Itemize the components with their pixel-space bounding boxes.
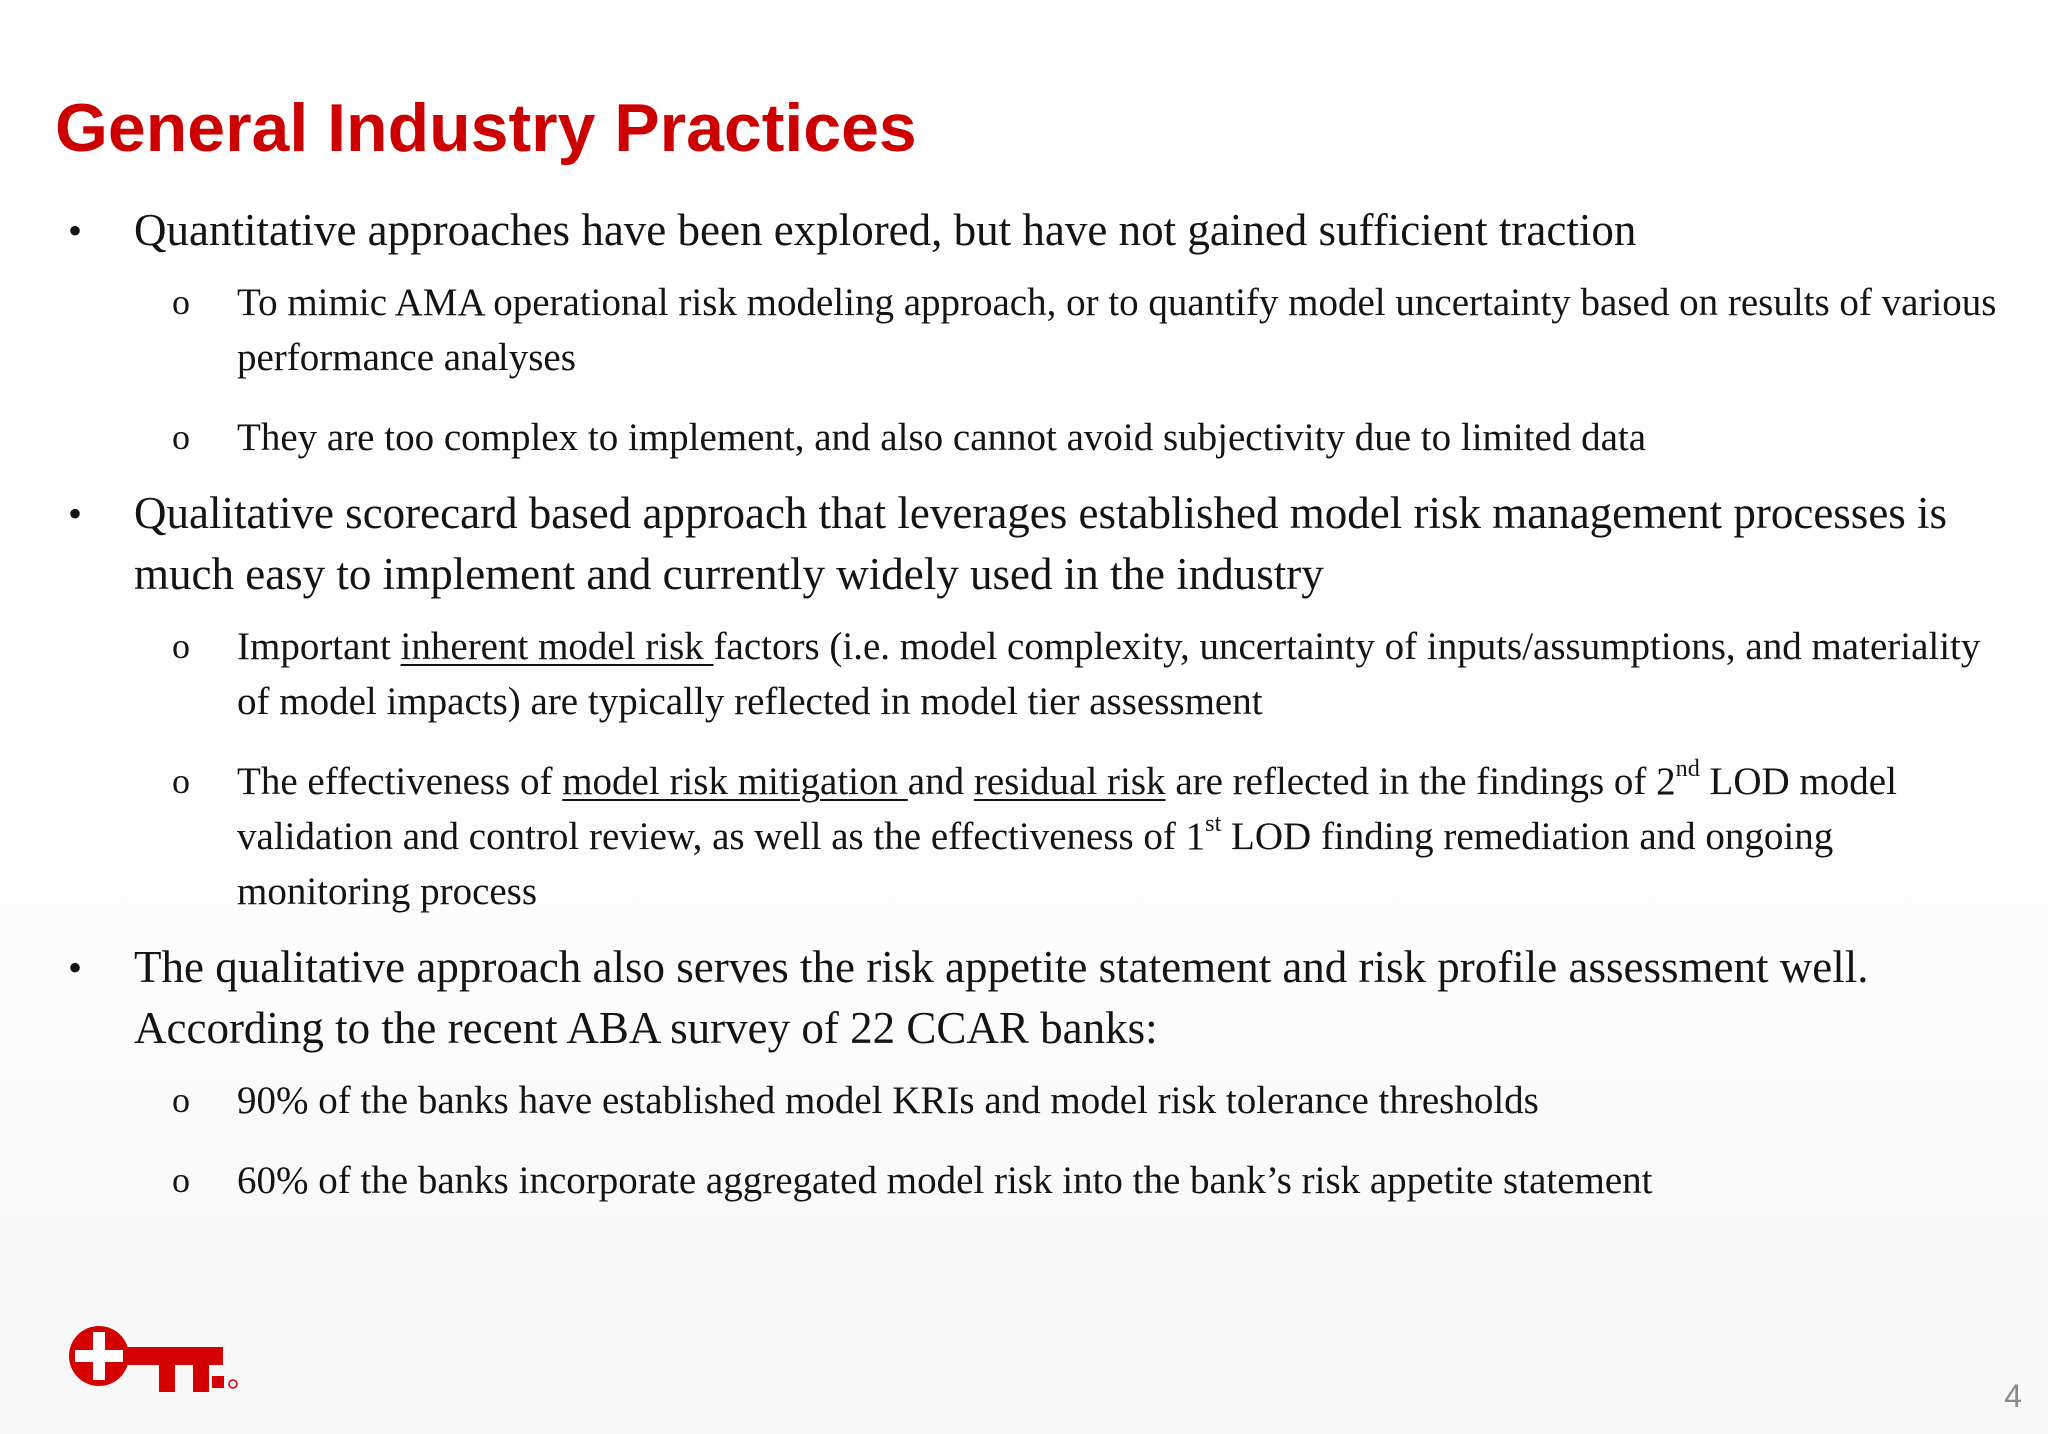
underlined-term: residual risk <box>973 760 1166 803</box>
sub-bullet-item <box>0 410 2048 465</box>
bullet-marker: • <box>68 491 83 536</box>
bullet-item <box>0 483 2048 605</box>
text-segment: Important <box>237 625 401 668</box>
sub-bullet-marker: o <box>172 282 190 322</box>
page-number: 4 <box>2004 1378 2022 1414</box>
sub-bullet-text: To mimic AMA operational risk modeling approach, or to quantify model uncertainty based on results of various performance analyses <box>237 281 1997 379</box>
sub-bullet-text: They are too complex to implement, and also cannot avoid subjectivity due to limited data <box>237 416 1647 459</box>
bullet-item <box>0 200 2048 261</box>
bullet-text: Qualitative scorecard based approach that leverages established model risk management processes is much easy to implement and currently widely used in the industry <box>134 488 1948 599</box>
sub-bullet-item <box>0 1153 2048 1208</box>
sub-bullet-marker: o <box>172 417 190 457</box>
sub-bullet-marker: o <box>172 1160 190 1200</box>
bullet-item <box>0 937 2048 1059</box>
sub-bullet-marker: o <box>172 1080 190 1120</box>
sub-bullet-marker: o <box>172 626 190 666</box>
sub-bullet-item <box>0 1073 2048 1128</box>
sub-bullet-text: 60% of the banks incorporate aggregated model risk into the bank’s risk appetite statement <box>237 1159 1653 1202</box>
sub-bullet-item <box>0 275 2048 385</box>
ordinal-suffix: nd <box>1675 754 1700 782</box>
sub-bullet-item <box>0 619 2048 729</box>
underlined-term: inherent model risk <box>400 625 714 668</box>
bullet-marker: • <box>68 208 83 253</box>
sub-bullet-item <box>0 754 2048 919</box>
sub-bullet-text <box>237 754 1897 913</box>
key-logo-icon <box>67 1320 242 1400</box>
page-title: General Industry Practices <box>55 90 917 166</box>
ordinal-suffix: st <box>1205 809 1222 837</box>
sub-bullet-marker: o <box>172 761 190 801</box>
sub-bullet-text <box>237 625 1980 723</box>
bullet-text: The qualitative approach also serves the risk appetite statement and risk profile assessment well. According to the recent ABA survey of 22 CCAR banks: <box>134 942 1869 1053</box>
text-segment: LOD finding remediation and ongoing monitoring process <box>237 815 1834 913</box>
bullet-text: Quantitative approaches have been explored, but have not gained sufficient traction <box>134 205 1637 255</box>
text-segment: The effectiveness of <box>237 760 563 803</box>
sub-bullet-text: 90% of the banks have established model KRIs and model risk tolerance thresholds <box>237 1079 1539 1122</box>
text-segment: LOD model validation and control review, as well as the effectiveness of 1 <box>237 760 1897 858</box>
bullet-marker: • <box>68 945 83 990</box>
text-segment: are reflected in the findings of 2 <box>1165 760 1676 803</box>
slide-content <box>0 200 2048 1233</box>
text-segment: and <box>907 760 974 803</box>
underlined-term: model risk mitigation <box>562 760 908 803</box>
text-segment: factors (i.e. model complexity, uncertainty of inputs/assumptions, and materiality of model impacts) are typically reflected in model tier assessment <box>237 625 1981 723</box>
